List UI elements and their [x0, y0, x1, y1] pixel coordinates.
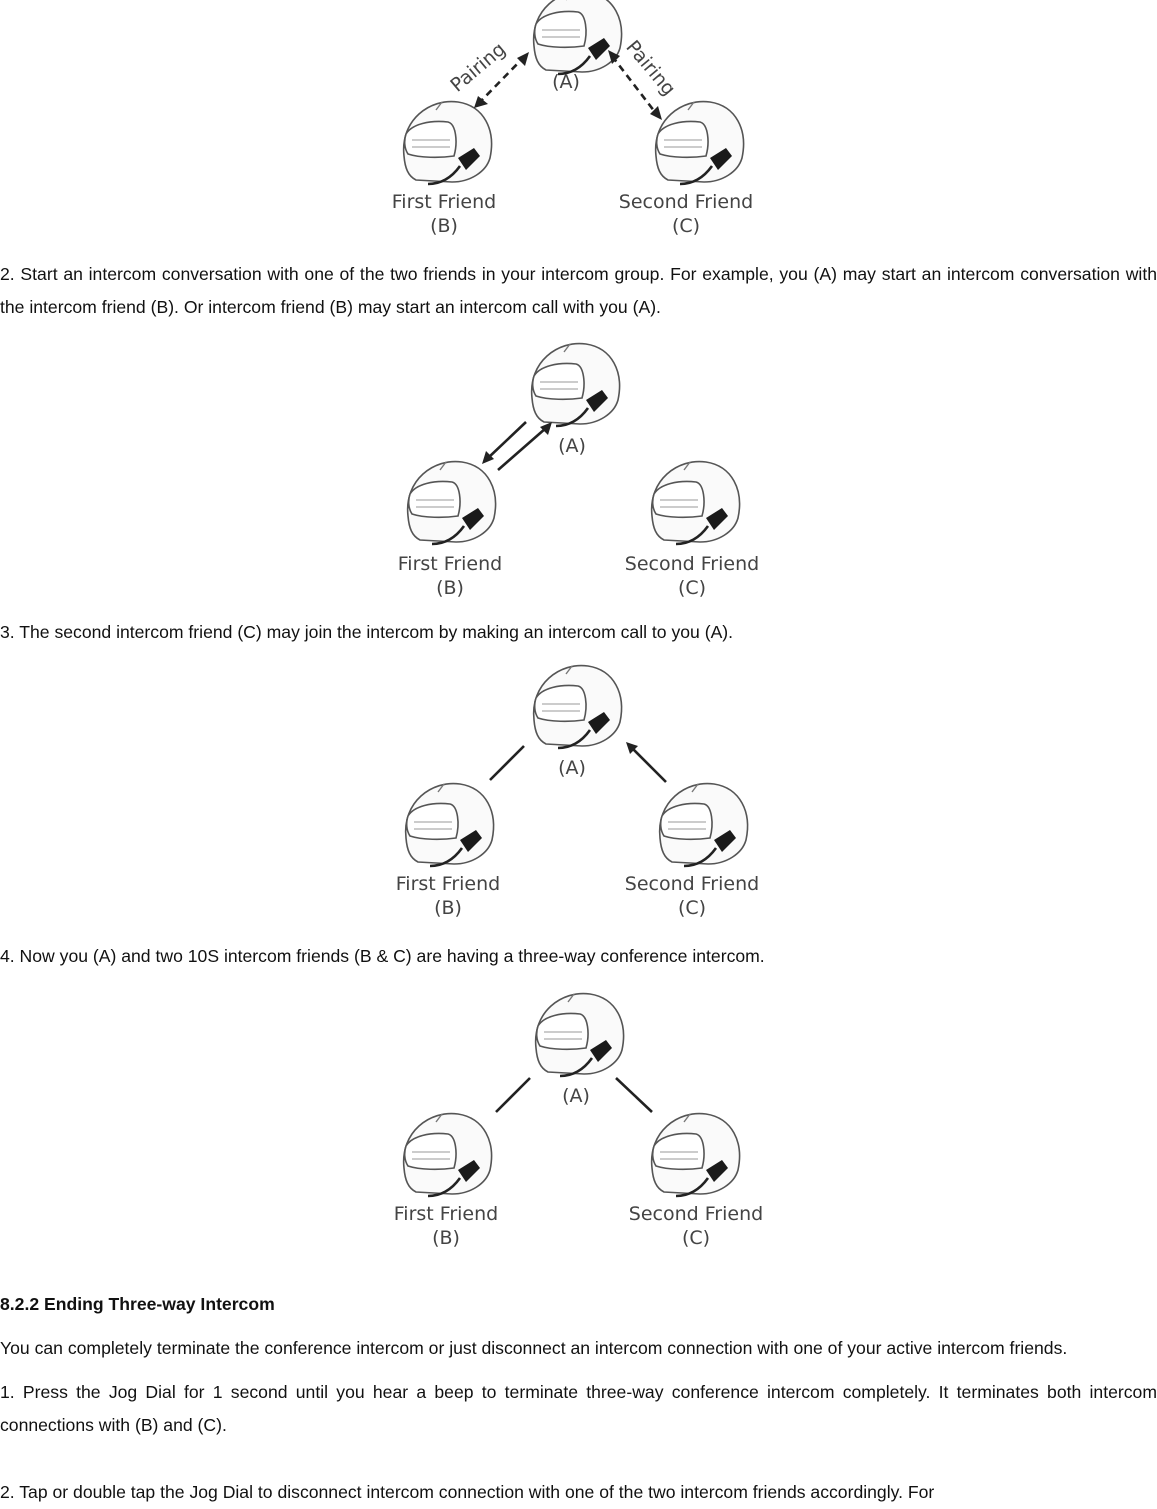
label-c: (C) — [681, 1227, 711, 1249]
paragraph-step-3: 3. The second intercom friend (C) may join the intercom by making an intercom call to you (A). — [0, 622, 734, 642]
label-b: (B) — [432, 1227, 460, 1249]
label-b: (B) — [436, 577, 464, 599]
arrow-c-to-a — [632, 748, 666, 782]
section-heading: 8.2.2 Ending Three-way Intercom — [0, 1294, 275, 1314]
label-c: (C) — [677, 577, 707, 599]
helmet-c-icon — [656, 102, 744, 184]
line-a-c — [616, 1078, 652, 1112]
figure-pairing — [380, 0, 780, 242]
helmet-a-icon — [534, 0, 622, 74]
label-b-name: First Friend — [397, 553, 503, 575]
arrow-b-to-a — [498, 428, 546, 470]
label-a: (A) — [558, 757, 586, 779]
helmet-b-icon — [404, 102, 492, 184]
label-b-name: First Friend — [393, 1203, 499, 1225]
helmet-b-icon — [406, 784, 494, 866]
pairing-label-right: Pairing — [621, 36, 680, 101]
label-a: (A) — [562, 1085, 590, 1107]
paragraph-step-2: 2. Start an intercom conversation with one of the two friends in your intercom group. For example, you (A) may start an intercom conversation with the intercom friend (B). Or intercom friend (B) may start an intercom call with you (A). — [0, 264, 1157, 317]
label-c-name: Second Friend — [624, 553, 760, 575]
helmet-b-icon — [408, 462, 496, 544]
label-b-name: First Friend — [391, 191, 497, 213]
helmet-c-icon — [660, 784, 748, 866]
label-b: (B) — [430, 215, 458, 237]
pairing-label-left: Pairing — [446, 38, 511, 97]
line-a-b — [496, 1078, 530, 1112]
label-a: (A) — [558, 435, 586, 457]
label-a: (A) — [552, 71, 580, 93]
label-c: (C) — [671, 215, 701, 237]
label-c-name: Second Friend — [618, 191, 754, 213]
helmet-a-icon — [532, 344, 620, 426]
arrow-a-to-b — [488, 422, 526, 458]
paragraph-intro: You can completely terminate the conference intercom or just disconnect an intercom connection with one of your active intercom friends. — [0, 1338, 1068, 1358]
label-b-name: First Friend — [395, 873, 501, 895]
helmet-b-icon — [404, 1114, 492, 1196]
helmet-a-icon — [534, 666, 622, 748]
paragraph-end-2: 2. Tap or double tap the Jog Dial to disconnect intercom connection with one of the two intercom friends accordingly. For — [0, 1482, 935, 1502]
figure-conference — [380, 988, 780, 1253]
figure-c-joins — [380, 658, 780, 923]
helmet-c-icon — [652, 462, 740, 544]
label-b: (B) — [434, 897, 462, 919]
helmet-c-icon — [652, 1114, 740, 1196]
label-c: (C) — [677, 897, 707, 919]
paragraph-end-1: 1. Press the Jog Dial for 1 second until you hear a beep to terminate three-way conference intercom completely. It terminates both intercom connections with (B) and (C). — [0, 1382, 1157, 1435]
helmet-a-icon — [536, 994, 624, 1076]
line-a-b — [490, 746, 524, 780]
paragraph-step-4: 4. Now you (A) and two 10S intercom friends (B & C) are having a three-way conference intercom. — [0, 946, 765, 966]
label-c-name: Second Friend — [624, 873, 760, 895]
figure-start-intercom — [380, 338, 780, 603]
label-c-name: Second Friend — [628, 1203, 764, 1225]
